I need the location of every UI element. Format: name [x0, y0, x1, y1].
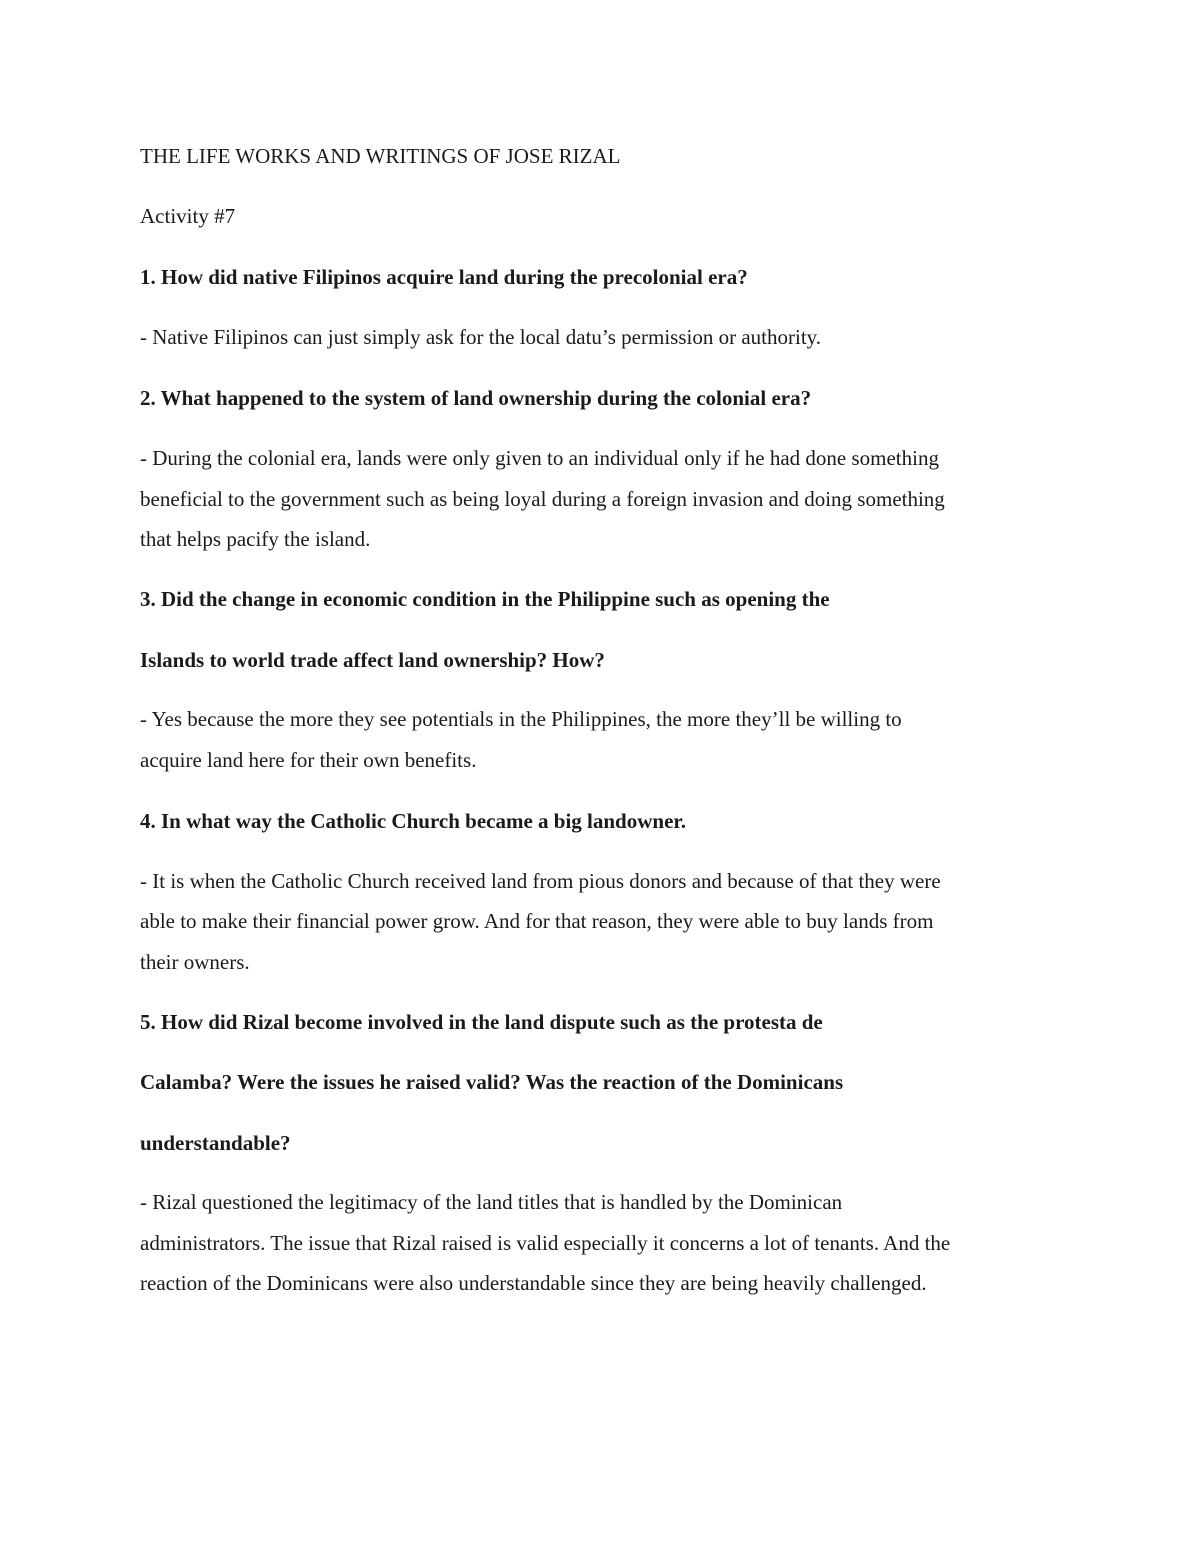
question-2: 2. What happened to the system of land ownership during the colonial era?	[140, 386, 812, 410]
question-1: 1. How did native Filipinos acquire land during the precolonial era?	[140, 265, 748, 289]
question-3-line-1: 3. Did the change in economic condition in the Philippine such as opening the	[140, 587, 830, 611]
question-5-line-1: 5. How did Rizal become involved in the land dispute such as the protesta de	[140, 1010, 823, 1034]
answer-5-line-3: reaction of the Dominicans were also understandable since they are being heavily challenged.	[140, 1271, 927, 1295]
answer-4-line-3: their owners.	[140, 950, 250, 974]
answer-5-line-1: - Rizal questioned the legitimacy of the land titles that is handled by the Dominican	[140, 1190, 843, 1214]
answer-3-line-1: - Yes because the more they see potentials in the Philippines, the more they’ll be willing to	[140, 707, 902, 731]
question-5-line-2: Calamba? Were the issues he raised valid? Was the reaction of the Dominicans	[140, 1070, 844, 1094]
answer-4-line-1: - It is when the Catholic Church received land from pious donors and because of that they were	[140, 869, 941, 893]
answer-2-line-3: that helps pacify the island.	[140, 527, 371, 551]
answer-2-line-2: beneficial to the government such as being loyal during a foreign invasion and doing something	[140, 487, 945, 511]
answer-2-line-1: - During the colonial era, lands were only given to an individual only if he had done something	[140, 446, 939, 470]
document-title: THE LIFE WORKS AND WRITINGS OF JOSE RIZAL	[140, 144, 621, 168]
question-5-line-3: understandable?	[140, 1131, 291, 1155]
activity-label: Activity #7	[140, 204, 236, 228]
answer-3-line-2: acquire land here for their own benefits.	[140, 748, 477, 772]
answer-5-line-2: administrators. The issue that Rizal raised is valid especially it concerns a lot of tenants. And the	[140, 1231, 951, 1255]
answer-1-line-1: - Native Filipinos can just simply ask for the local datu’s permission or authority.	[140, 325, 822, 349]
answer-4-line-2: able to make their financial power grow. And for that reason, they were able to buy lands from	[140, 909, 934, 933]
question-3-line-2: Islands to world trade affect land ownership? How?	[140, 648, 605, 672]
question-4: 4. In what way the Catholic Church became a big landowner.	[140, 809, 687, 833]
